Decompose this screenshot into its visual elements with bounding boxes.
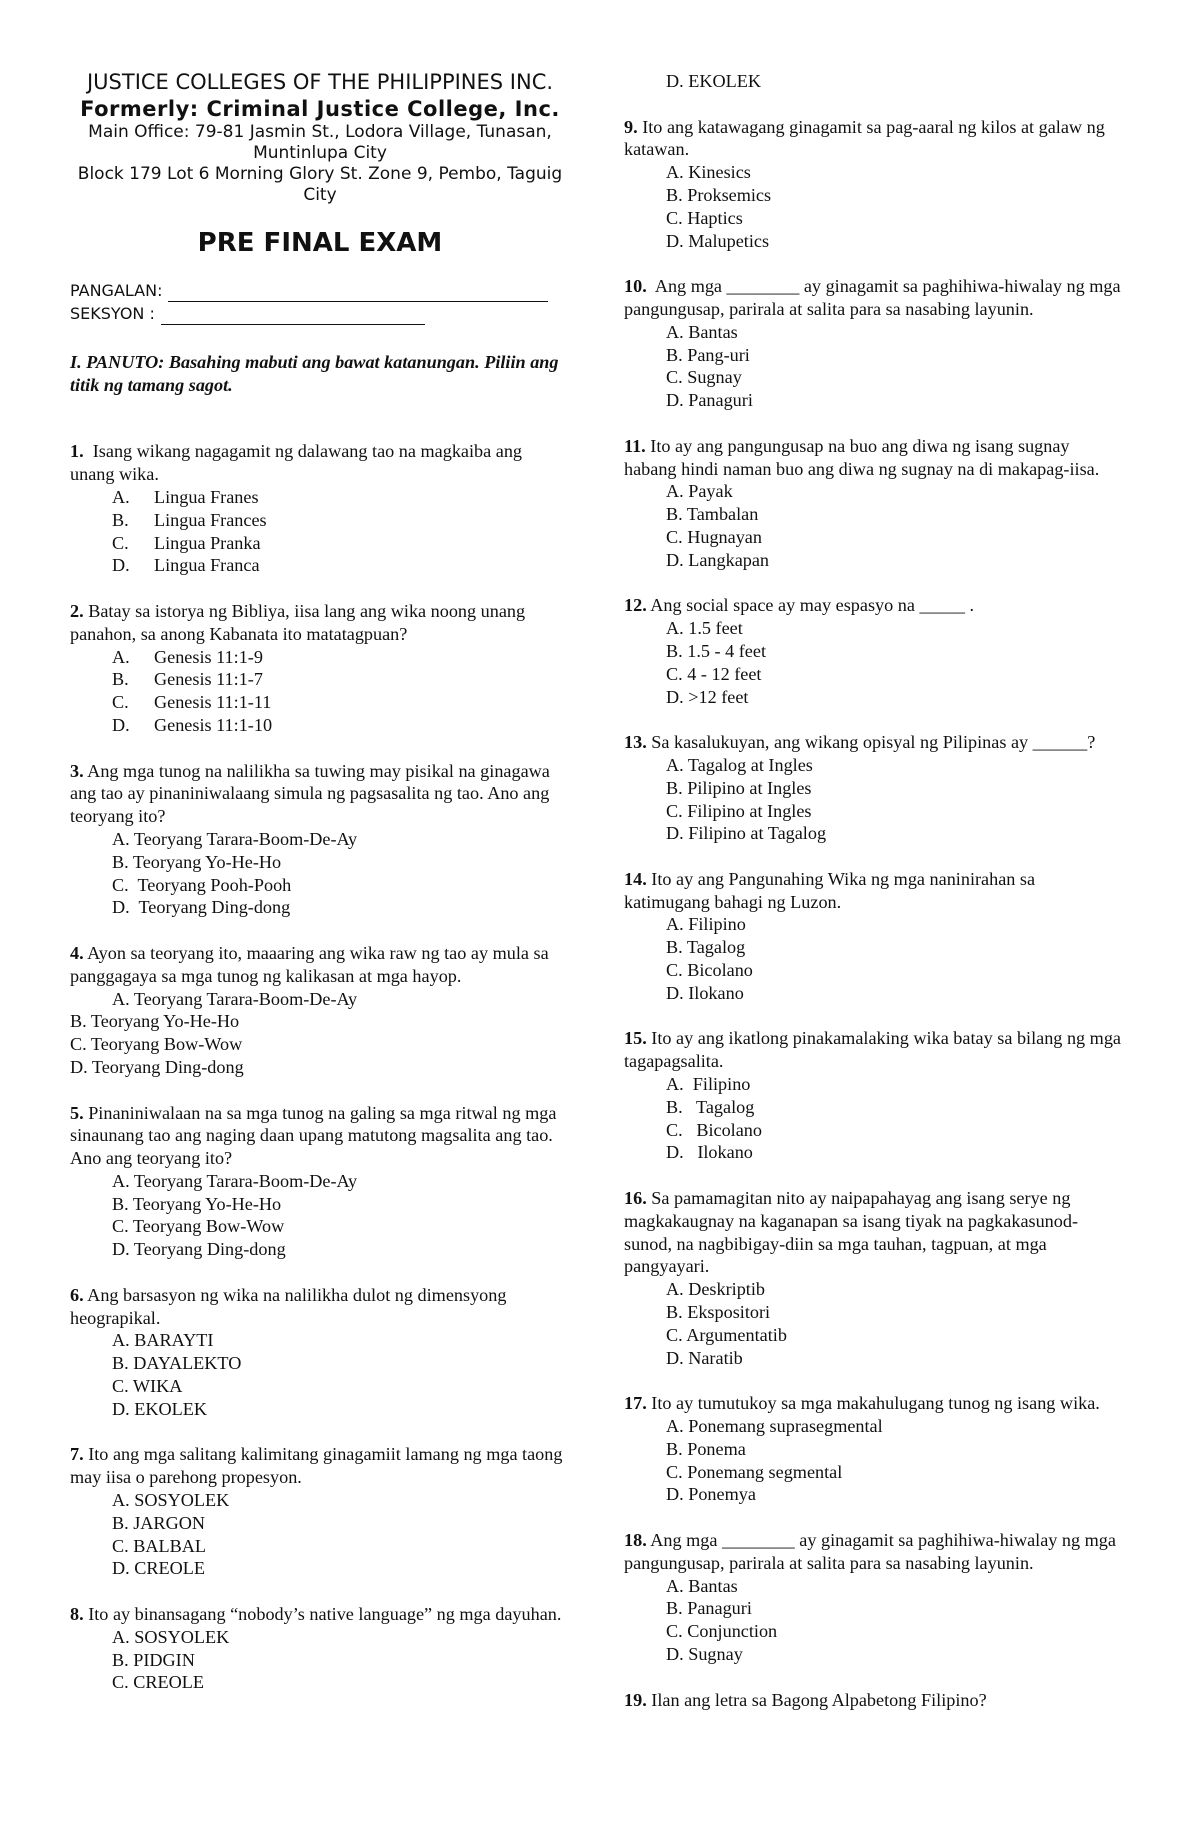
right-column [624,70,1124,1711]
option[interactable]: C. Haptics [666,207,743,228]
question-18 [624,1529,1124,1666]
option[interactable]: D. Ilokano [666,982,744,1003]
option-text: Genesis 11:1-7 [154,669,263,690]
option[interactable]: A. Kinesics [666,162,751,183]
question-9 [624,116,1124,253]
option[interactable] [70,668,570,691]
option-letter: D. [112,714,130,735]
option-text: Lingua Pranka [154,532,261,553]
option[interactable]: A. Teoryang Tarara-Boom-De-Ay [112,988,358,1009]
question-text: Pinaniniwalaan na sa mga tunog na galing sa mga ritwal ng mga sinaunang tao ang naging daan upang matutong magsalita ang tao. Ano ang teoryang ito? [70,1102,557,1169]
option[interactable]: A. Deskriptib [666,1279,766,1300]
option-letter: D. [112,555,130,576]
option[interactable]: D. >12 feet [666,686,749,707]
option[interactable]: B. Teoryang Yo-He-Ho [70,1011,240,1032]
option[interactable]: D. Malupetics [666,230,770,251]
question-number: 3. [70,760,84,781]
question-19 [624,1689,1124,1712]
branch-address: Block 179 Lot 6 Morning Glory St. Zone 9, Pembo, Taguig City [77,164,563,205]
question-number: 12. [624,595,647,616]
option[interactable] [70,646,570,669]
option-letter: A. [112,486,130,507]
question-text: Ito ay ang ikatlong pinakamalaking wika batay sa bilang ng mga tagapagsalita. [624,1028,1121,1072]
question-number: 8. [70,1604,84,1625]
option-text: Genesis 11:1-11 [154,692,272,713]
question-number: 1. [70,441,84,462]
question-text: Ito ay ang Pangunahing Wika ng mga naninirahan sa katimugang bahagi ng Luzon. [624,868,1036,912]
option[interactable]: C. Filipino at Ingles [666,800,812,821]
option[interactable]: D. Teoryang Ding-dong [70,1056,244,1077]
school-name: JUSTICE COLLEGES OF THE PHILIPPINES INC. [86,70,554,94]
option[interactable]: A. SOSYOLEK [112,1490,230,1511]
option[interactable]: C. Hugnayan [666,526,762,547]
left-column [70,70,570,1694]
question-text: Ito ang mga salitang kalimitang ginagamiit lamang ng mga taong may iisa o parehong propesyon. [70,1444,563,1488]
option[interactable]: B. Pang-uri [666,344,750,365]
option-text: Lingua Franca [154,555,260,576]
question-13 [624,731,1124,845]
option[interactable]: B. Panaguri [666,1598,752,1619]
question-7 [70,1443,570,1580]
question-8 [70,1603,570,1694]
option[interactable]: B. JARGON [112,1512,205,1533]
option-letter: A. [112,646,130,667]
option[interactable]: B. DAYALEKTO [112,1353,242,1374]
option[interactable]: C. CREOLE [112,1672,204,1693]
option[interactable]: C. WIKA [112,1376,183,1397]
question-text: Ang mga ________ ay ginagamit sa paghihiwa-hiwalay ng mga pangungusap, parirala at salita para sa nasabing layunin. [624,276,1126,319]
option[interactable]: D. CREOLE [112,1558,205,1579]
question-16 [624,1187,1124,1369]
name-label: PANGALAN: [70,280,163,300]
school-former-name: Formerly: Criminal Justice College, Inc. [80,97,560,121]
option[interactable]: B. Ekspositori [666,1302,771,1323]
option[interactable]: D. Filipino at Tagalog [666,823,827,844]
option[interactable]: A. Bantas [666,321,738,342]
option-letter: B. [112,509,129,530]
question-text: Isang wikang nagagamit ng dalawang tao na magkaiba ang unang wika. [70,441,527,485]
main-office-address: Main Office: 79-81 Jasmin St., Lodora Village, Tunasan, Muntinlupa City [88,122,552,163]
option[interactable]: C. BALBAL [112,1535,206,1556]
question-number: 15. [624,1028,647,1049]
name-blank-line[interactable] [168,285,548,302]
school-header [70,70,570,206]
option[interactable]: C. Bicolano [666,1119,762,1140]
option[interactable]: B. Ponema [666,1438,746,1459]
option[interactable]: B. Teoryang Yo-He-Ho [112,851,282,872]
question-number: 16. [624,1188,647,1209]
question-text: Ito ang katawagang ginagamit sa pag-aaral ng kilos at galaw ng katawan. [624,116,1105,160]
option[interactable]: B. Proksemics [666,184,772,205]
option[interactable]: B. Tambalan [666,504,759,525]
question-number: 6. [70,1284,84,1305]
option-letter: C. [112,532,129,553]
question-12 [624,594,1124,708]
exam-title: PRE FINAL EXAM [197,228,443,258]
option-letter: C. [112,692,129,713]
option[interactable]: B. 1.5 - 4 feet [666,640,767,661]
option[interactable]: B. Tagalog [666,1096,755,1117]
option[interactable]: D. Sugnay [666,1643,743,1664]
question-text: Sa pamamagitan nito ay naipapahayag ang isang serye ng magkakaugnay na kaganapan sa isang tiyak na pagkakasunod-sunod, na nagbibigay-diin sa mga tauhan, tagpuan, at mga pangyayari. [624,1188,1079,1277]
option[interactable]: C. Teoryang Bow-Wow [70,1034,243,1055]
question-number: 9. [624,116,638,137]
question-number: 14. [624,868,647,889]
option[interactable]: A. Filipino [666,1074,751,1095]
question-number: 2. [70,600,84,621]
section-field[interactable] [70,302,570,325]
option[interactable]: D. Naratib [666,1347,743,1368]
question-number: 18. [624,1530,647,1550]
question-10 [624,275,1124,412]
question-text: Ang mga tunog na nalilikha sa tuwing may pisikal na ginagawa ang tao ay pinaniniwalaang simula ng pagsasalita ng tao. Ano ang teoryang ito? [70,760,550,827]
option-text: Lingua Franes [154,486,259,507]
option[interactable]: C. Conjunction [666,1621,778,1642]
option[interactable]: A. 1.5 feet [666,618,743,639]
option-text: Genesis 11:1-10 [154,714,273,735]
question-number: 13. [624,732,647,753]
name-field[interactable] [70,279,570,302]
question-3 [70,760,570,920]
question-text: Batay sa istorya ng Bibliya, iisa lang ang wika noong unang panahon, sa anong Kabanata ito matatagpuan? [70,600,526,644]
option[interactable]: C. Sugnay [666,367,742,388]
option[interactable] [70,486,570,509]
option[interactable]: B. PIDGIN [112,1649,195,1670]
option[interactable]: A. Tagalog at Ingles [666,754,813,775]
option[interactable] [70,532,570,555]
question-number: 4. [70,942,84,963]
question-number: 19. [624,1689,647,1710]
option[interactable]: A. Ponemang suprasegmental [666,1416,883,1437]
question-text: Ito ay binansagang “nobody’s native language” ng mga dayuhan. [83,1604,562,1625]
option[interactable]: A. Bantas [666,1575,738,1596]
option[interactable]: D. Ponemya [666,1484,756,1505]
question-1 [70,440,570,577]
option[interactable]: A. BARAYTI [112,1330,214,1351]
option-text: Genesis 11:1-9 [154,646,263,667]
option[interactable]: D. Teoryang Ding-dong [112,897,291,918]
option[interactable]: A. Teoryang Tarara-Boom-De-Ay [112,1170,358,1191]
option[interactable]: D. EKOLEK [666,71,761,91]
question-4 [70,942,570,1079]
option[interactable]: A. Filipino [666,914,746,935]
option[interactable]: D. EKOLEK [112,1398,207,1419]
option[interactable]: B. Teoryang Yo-He-Ho [112,1193,282,1214]
question-text: Ito ay ang pangungusap na buo ang diwa ng isang sugnay habang hindi naman buo ang diwa ng sugnay na di makapag-iisa. [624,435,1100,479]
option[interactable]: C. 4 - 12 feet [666,663,762,684]
option-letter: B. [112,669,129,690]
option[interactable]: C. Teoryang Bow-Wow [112,1216,285,1237]
option[interactable]: A. Teoryang Tarara-Boom-De-Ay [112,828,358,849]
option[interactable]: C. Teoryang Pooh-Pooh [112,874,292,895]
question-6 [70,1284,570,1421]
section-label: SEKSYON : [70,303,155,323]
option[interactable]: B. Tagalog [666,937,746,958]
option[interactable]: A. Payak [666,481,733,502]
instructions: I. PANUTO: Basahing mabuti ang bawat katanungan. Piliin ang titik ng tamang sagot. [70,351,559,395]
option[interactable]: C. Ponemang segmental [666,1461,843,1482]
question-11 [624,435,1124,572]
option[interactable] [70,691,570,714]
question-text: Sa kasalukuyan, ang wikang opisyal ng Pilipinas ay ______? [646,732,1096,753]
question-15 [624,1027,1124,1164]
question-14 [624,868,1124,1005]
question-text: Ang mga ________ ay ginagamit sa paghihiwa-hiwalay ng mga pangungusap, parirala at salita para sa nasabing layunin. [624,1530,1116,1573]
option-text: Lingua Frances [154,509,267,530]
question-17 [624,1392,1124,1506]
option[interactable] [70,554,570,577]
option[interactable]: C. Bicolano [666,960,753,981]
question-number: 17. [624,1393,647,1414]
option[interactable]: B. Pilipino at Ingles [666,777,812,798]
question-text: Ang barsasyon ng wika na nalilikha dulot ng dimensyong heograpikal. [70,1284,507,1328]
question-8-continued [624,70,1124,93]
question-number: 11. [624,435,646,456]
section-blank-line[interactable] [161,308,425,325]
option[interactable]: D. Panaguri [666,390,753,411]
question-number: 10. [624,276,647,297]
option[interactable] [70,714,570,737]
question-text: Ang social space ay may espasyo na _____ . [646,595,975,616]
question-number: 7. [70,1444,84,1465]
question-text: Ayon sa teoryang ito, maaaring ang wika raw ng tao ay mula sa panggagaya sa mga tunog ng kalikasan at mga hayop. [70,942,549,986]
question-number: 5. [70,1102,84,1123]
option[interactable]: A. SOSYOLEK [112,1626,230,1647]
option[interactable] [70,509,570,532]
question-2 [70,600,570,737]
option[interactable]: D. Teoryang Ding-dong [112,1239,286,1260]
question-5 [70,1102,570,1262]
question-text: Ilan ang letra sa Bagong Alpabetong Filipino? [646,1689,987,1710]
option[interactable]: D. Langkapan [666,549,770,570]
question-text: Ito ay tumutukoy sa mga makahulugang tunog ng isang wika. [646,1393,1100,1414]
option[interactable]: D. Ilokano [666,1142,753,1163]
option[interactable]: C. Argumentatib [666,1324,787,1345]
